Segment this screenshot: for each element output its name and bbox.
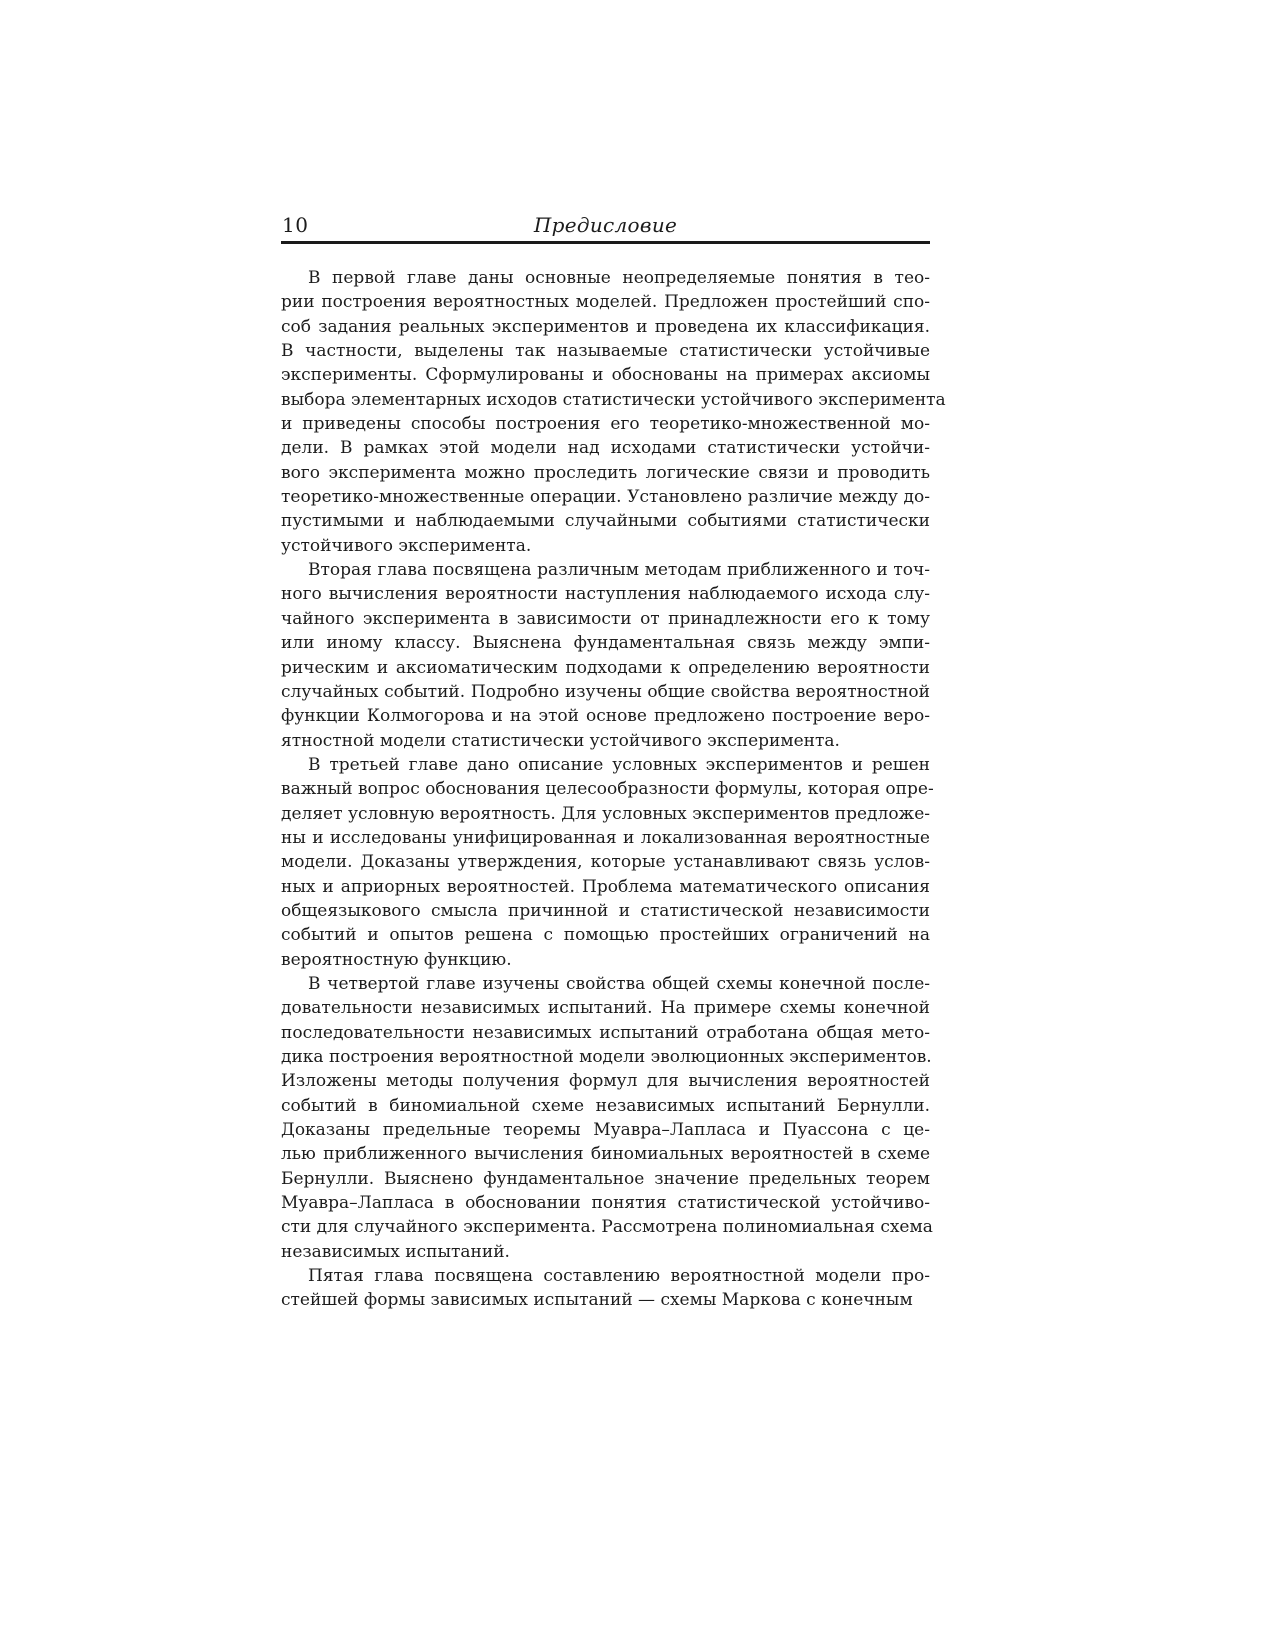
text-line: ятностной модели статистически устойчивого эксперимента. — [281, 730, 840, 751]
text-line: пустимыми и наблюдаемыми случайными событиями статистически — [281, 511, 930, 532]
text-line: Пятая глава посвящена составлению вероятностной модели про- — [308, 1266, 930, 1287]
text-line: событий в биномиальной схеме независимых испытаний Бернулли. — [281, 1095, 930, 1116]
paragraph — [281, 1264, 930, 1313]
text-line: вого эксперимента можно проследить логические связи и проводить — [281, 462, 930, 483]
paragraph — [281, 558, 930, 753]
body-text — [281, 266, 946, 1313]
text-line: функции Колмогорова и на этой основе предложено построение веро- — [281, 706, 930, 727]
text-line: важный вопрос обоснования целесообразности формулы, которая опре- — [281, 779, 934, 800]
text-line: В первой главе даны основные неопределяемые понятия в тео- — [308, 268, 930, 288]
text-line: Доказаны предельные теоремы Муавра–Лапласа и Пуассона с це- — [281, 1120, 930, 1141]
paragraph — [281, 266, 946, 558]
running-head: Предисловие — [533, 213, 678, 237]
text-line: событий и опытов решена с помощью простейших ограничений на — [281, 925, 930, 946]
text-line: выбора элементарных исходов статистически устойчивого эксперимента — [281, 389, 946, 410]
text-line: дели. В рамках этой модели над исходами статистически устойчи- — [281, 438, 930, 459]
text-line: независимых испытаний. — [281, 1241, 510, 1262]
text-line: и приведены способы построения его теоретико-множественной мо- — [281, 414, 930, 435]
text-line: эксперименты. Сформулированы и обоснованы на примерах аксиомы — [281, 365, 930, 386]
text-line: ны и исследованы унифицированная и локализованная вероятностные — [281, 827, 930, 848]
text-line: ного вычисления вероятности наступления наблюдаемого исхода слу- — [281, 584, 930, 605]
text-line: дика построения вероятностной модели эволюционных экспериментов. — [281, 1047, 932, 1067]
page-number: 10 — [282, 213, 309, 237]
text-line: чайного эксперимента в зависимости от принадлежности его к тому — [281, 608, 930, 629]
text-line: общеязыкового смысла причинной и статистической независимости — [281, 900, 930, 921]
text-line: рии построения вероятностных моделей. Предложен простейший спо- — [281, 292, 930, 313]
text-line: вероятностную функцию. — [281, 949, 512, 970]
text-line: сти для случайного эксперимента. Рассмотрена полиномиальная схема — [281, 1217, 933, 1238]
paragraph — [281, 972, 933, 1264]
page-header — [281, 212, 930, 244]
text-line: модели. Доказаны утверждения, которые устанавливают связь услов- — [281, 852, 930, 873]
text-line: устойчивого эксперимента. — [281, 535, 532, 556]
text-line: случайных событий. Подробно изучены общие свойства вероятностной — [281, 681, 930, 702]
text-line: стейшей формы зависимых испытаний — схемы Маркова с конечным — [281, 1290, 913, 1311]
text-line: рическим и аксиоматическим подходами к определению вероятности — [281, 657, 930, 678]
text-line: Изложены методы получения формул для вычисления вероятностей — [281, 1071, 930, 1092]
text-line: В третьей главе дано описание условных экспериментов и решен — [308, 754, 930, 775]
text-line: ных и априорных вероятностей. Проблема математического описания — [281, 876, 930, 897]
text-line: В четвертой главе изучены свойства общей схемы конечной после- — [308, 973, 930, 994]
text-line: соб задания реальных экспериментов и проведена их классификация. — [281, 316, 930, 337]
text-line: лью приближенного вычисления биномиальных вероятностей в схеме — [281, 1144, 930, 1165]
text-line: последовательности независимых испытаний отработана общая мето- — [281, 1022, 930, 1043]
text-line: деляет условную вероятность. Для условных экспериментов предложе- — [281, 803, 930, 824]
text-line: Бернулли. Выяснено фундаментальное значение предельных теорем — [281, 1168, 930, 1189]
text-line: довательности независимых испытаний. На примере схемы конечной — [281, 998, 930, 1019]
paragraph — [281, 753, 934, 972]
text-line: Муавра–Лапласа в обосновании понятия статистической устойчиво- — [281, 1193, 930, 1214]
text-line: В частности, выделены так называемые статистически устойчивые — [281, 341, 930, 362]
text-line: Вторая глава посвящена различным методам приближенного и точ- — [308, 560, 930, 581]
text-line: или иному классу. Выяснена фундаментальная связь между эмпи- — [281, 633, 930, 654]
text-line: теоретико-множественные операции. Установлено различие между до- — [281, 487, 930, 508]
